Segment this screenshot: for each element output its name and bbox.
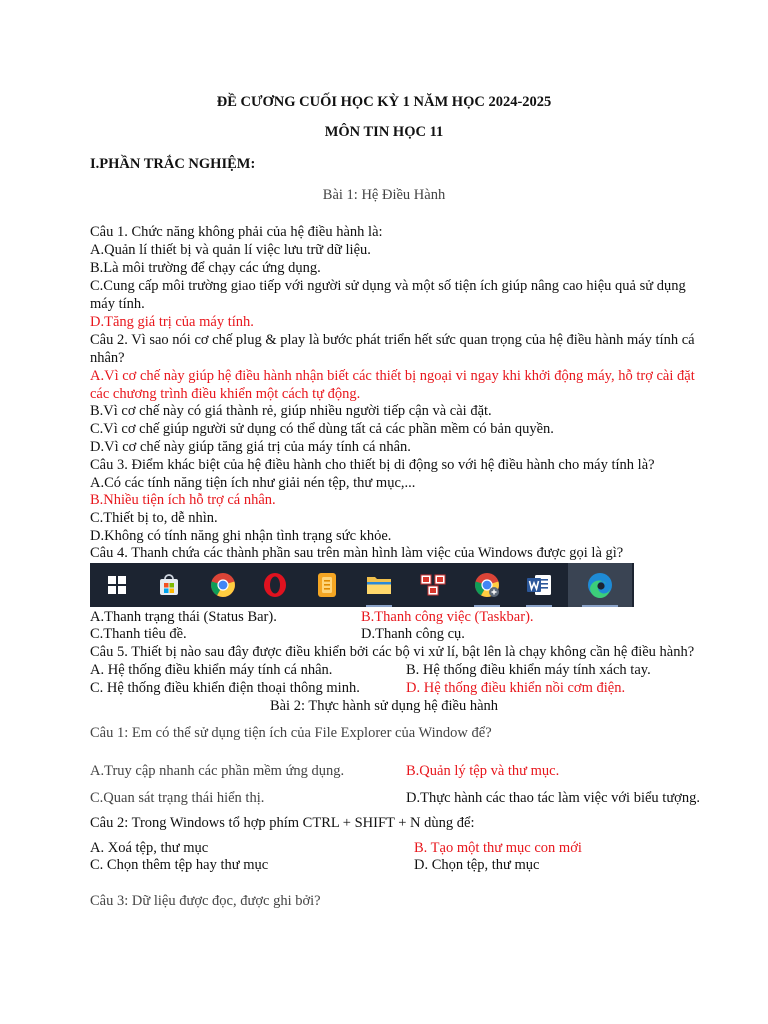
q5-option-d-answer: D. Hệ thống điều khiển nồi cơm điện. [406,680,626,696]
q1-option-b: B.Là môi trường để chạy các ứng dụng. [90,260,321,276]
l2-question-3-text: Câu 3: Dữ liệu được đọc, được ghi bởi? [90,893,321,909]
q1-option-c-line2: máy tính. [90,296,145,312]
question-3-text: Câu 3. Điểm khác biệt của hệ điều hành cho thiết bị di động so với hệ điều hành cho máy tính là? [90,457,655,473]
q3-option-a: A.Có các tính năng tiện ích như giải nén tệp, thư mục,... [90,475,416,491]
q5-option-b: B. Hệ thống điều khiển máy tính xách tay. [406,662,651,678]
taskbar-image [90,563,634,607]
l2-q1-option-d: D.Thực hành các thao tác làm việc với biểu tượng. [406,790,700,806]
q4-option-a: A.Thanh trạng thái (Status Bar). [90,609,277,625]
l2-q1-option-b-answer: B.Quản lý tệp và thư mục. [406,763,560,779]
opera-icon [252,563,298,607]
q4-option-b-answer: B.Thanh công việc (Taskbar). [361,609,534,625]
question-2-text-line2: nhân? [90,350,125,366]
l2-question-2-text: Câu 2: Trong Windows tổ hợp phím CTRL + SHIFT + N dùng để: [90,815,475,831]
question-1-text: Câu 1. Chức năng không phải của hệ điều hành là: [90,224,383,240]
l2-q1-option-c: C.Quan sát trạng thái hiển thị. [90,790,265,806]
q3-option-d: D.Không có tính năng ghi nhận tình trạng sức khỏe. [90,528,392,544]
q3-option-c: C.Thiết bị to, dễ nhìn. [90,510,218,526]
l2-q2-option-a: A. Xoá tệp, thư mục [90,840,209,856]
q4-option-c: C.Thanh tiêu đề. [90,626,187,642]
lesson-2-title: Bài 2: Thực hành sử dụng hệ điều hành [269,698,499,714]
edge-icon [568,563,632,607]
section-heading: I.PHẦN TRẮC NGHIỆM: [90,156,256,172]
q2-option-c: C.Vì cơ chế giúp người sử dụng có thể dùng tất cả các phần mềm có bản quyền. [90,421,554,437]
q4-option-d: D.Thanh công cụ. [361,626,465,642]
l2-q2-option-b-answer: B. Tạo một thư mục con mới [414,840,582,856]
q5-option-c: C. Hệ thống điều khiển điện thoại thông minh. [90,680,360,696]
l2-q2-option-d: D. Chọn tệp, thư mục [414,857,540,873]
q2-option-a-answer-line1: A.Vì cơ chế này giúp hệ điều hành nhận biết các thiết bị ngoại vi ngay khi khởi động máy, hỗ trợ cài đặt [90,368,695,384]
q5-option-a: A. Hệ thống điều khiển máy tính cá nhân. [90,662,333,678]
chrome-alt-icon [464,563,510,607]
q2-option-b: B.Vì cơ chế này có giá thành rẻ, giúp nhiều người tiếp cận và cài đặt. [90,403,492,419]
l2-q2-option-c: C. Chọn thêm tệp hay thư mục [90,857,269,873]
q2-option-a-answer-line2: các chương trình điều khiển một cách tự động. [90,386,361,402]
document-title: ĐỀ CƯƠNG CUỐI HỌC KỲ 1 NĂM HỌC 2024-2025 [216,94,552,110]
notes-app-icon [304,563,350,607]
subject-title: MÔN TIN HỌC 11 [324,124,444,140]
chrome-icon [200,563,246,607]
q1-option-d-answer: D.Tăng giá trị của máy tính. [90,314,254,330]
word-icon [516,563,562,607]
l2-q1-option-a: A.Truy cập nhanh các phần mềm ứng dụng. [90,763,345,779]
q1-option-c-line1: C.Cung cấp môi trường giao tiếp với người sử dụng và một số tiện ích giúp nâng cao hiệu quả sử dụng [90,278,686,294]
q3-option-b-answer: B.Nhiều tiện ích hỗ trợ cá nhân. [90,492,276,508]
file-explorer-icon [356,563,402,607]
microsoft-store-icon [146,563,192,607]
question-5-text: Câu 5. Thiết bị nào sau đây được điều khiển bởi các bộ vi xử lí, bật lên là chạy không cần hệ điều hành? [90,644,695,660]
l2-question-1-text: Câu 1: Em có thể sử dụng tiện ích của File Explorer của Window để? [90,725,492,741]
q1-option-a: A.Quản lí thiết bị và quản lí việc lưu trữ dữ liệu. [90,242,371,258]
q2-option-d: D.Vì cơ chế này giúp tăng giá trị của máy tính cá nhân. [90,439,411,455]
network-app-icon [410,563,456,607]
question-4-text: Câu 4. Thanh chứa các thành phần sau trên màn hình làm việc của Windows được gọi là gì? [90,545,624,561]
question-2-text-line1: Câu 2. Vì sao nói cơ chế plug & play là bước phát triển hết sức quan trọng của hệ điều hành máy tính cá [90,332,695,348]
lesson-1-title: Bài 1: Hệ Điều Hành [322,187,446,203]
windows-start-icon [94,563,140,607]
